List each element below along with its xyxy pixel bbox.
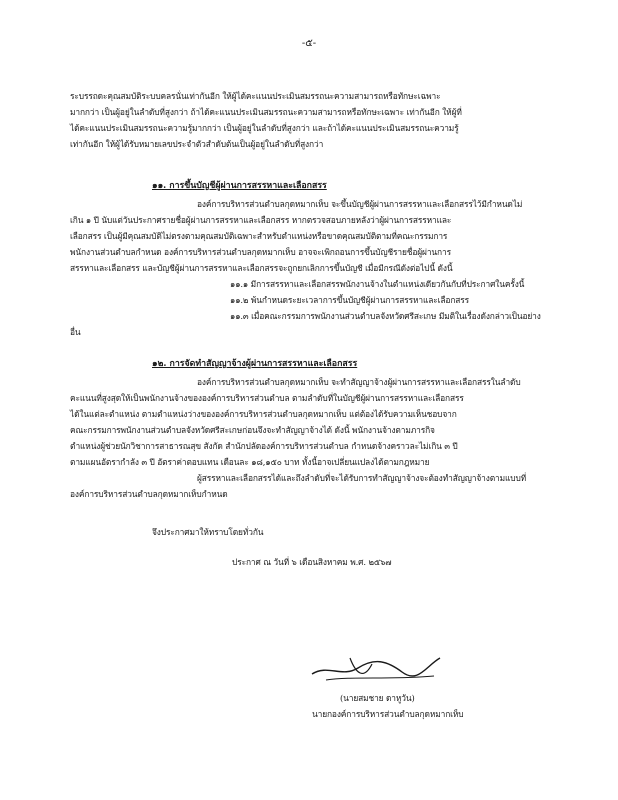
section-11-heading: ๑๑. การขึ้นบัญชีผู้ผ่านการสรรหาและเลือกสรร	[152, 181, 327, 191]
intro-line: มากกว่า เป็นผู้อยู่ในลำดับที่สูงกว่า ถ้าได้คะแนนประเมินสมรรถนะความสามารถหรือทักษะเฉพาะ เท่ากันอีก ให้ผู้ที่	[70, 107, 462, 117]
section-11-line: เลือกสรร เป็นผู้มีคุณสมบัติไม่ตรงตามคุณสมบัติเฉพาะสำหรับตำแหน่งหรือขาดคุณสมบัติตามที่คณะกรรมการ	[70, 231, 448, 241]
section-11-line: เกิน ๑ ปี นับแต่วันประกาศรายชื่อผู้ผ่านการสรรหาและเลือกสรร หากตรวจสอบภายหลังว่าผู้ผ่านการสรรหาและ	[70, 215, 452, 225]
date-line: ประกาศ ณ วันที่ ๖ เดือนสิงหาคม พ.ศ. ๒๕๖๗	[232, 557, 392, 567]
intro-line: ได้คะแนนประเมินสมรรถนะความรู้มากกว่า เป็นผู้อยู่ในลำดับที่สูงกว่า และถ้าได้คะแนนประเมินสมรรถนะความรู้	[70, 123, 459, 133]
section-12-line: ตำแหน่งผู้ช่วยนักวิชาการสาธารณสุข สังกัด สำนักปลัดองค์การบริหารส่วนตำบล กำหนดจ้างคราวละไม่เกิน ๓ ปี	[70, 441, 458, 451]
section-11-line: อื่น	[70, 327, 81, 337]
section-12-line: ได้ในแต่ละตำแหน่ง ตามตำแหน่งว่างขององค์การบริหารส่วนตำบลกุดหมากเห็บ แต่ต้องได้รับความเห็นชอบจาก	[70, 409, 457, 419]
intro-line: ระบรรถดะคุณสมบัติระบบคลรนั่นเท่ากันอีก ให้ผู้ได้คะแนนประเมินสมรรถนะความสามารถหรือทักษะเฉพาะ	[70, 91, 441, 101]
announcement-text: จึงประกาศมาให้ทราบโดยทั่วกัน	[152, 527, 264, 537]
page-number: -๕-	[301, 38, 317, 49]
section-12-heading: ๑๒. การจัดทำสัญญาจ้างผู้ผ่านการสรรหาและเลือกสรร	[152, 359, 358, 369]
section-11-subitem: ๑๑.๒ พ้นกำหนดระยะเวลาการขึ้นบัญชีผู้ผ่านการสรรหาและเลือกสรร	[230, 295, 470, 305]
section-11-line: องค์การบริหารส่วนตำบลกุดหมากเห็บ จะขึ้นบัญชีผู้ผ่านการสรรหาและเลือกสรรไว้มีกำหนดไม่	[197, 199, 523, 209]
section-11-line: พนักงานส่วนตำบลกำหนด องค์การบริหารส่วนตำบลกุดหมากเห็บ อาจจะเพิกถอนการขึ้นบัญชีรายชื่อผู้ผ่านการ	[70, 247, 451, 257]
signer-title: นายกองค์การบริหารส่วนตำบลกุดหมากเห็บ	[312, 709, 464, 719]
section-11-subitem: ๑๑.๑ มีการสรรหาและเลือกสรรพนักงานจ้างในตำแหน่งเดียวกันกับที่ประกาศในครั้งนี้	[230, 279, 525, 289]
section-11-subitem: ๑๑.๓ เมื่อคณะกรรมการพนักงานส่วนตำบลจังหวัดศรีสะเกษ มีมติในเรื่องดังกล่าวเป็นอย่าง	[230, 311, 541, 321]
section-12-line: คณะกรรมการพนักงานส่วนตำบลจังหวัดศรีสะเกษก่อนจึงจะทำสัญญาจ้างได้ ดังนี้ พนักงานจ้างตามภารกิจ	[70, 425, 435, 435]
section-12-line: ตามแผนอัตรากำลัง ๓ ปี อัตราค่าตอบแทน เดือนละ ๑๘,๑๕๐ บาท ทั้งนี้อาจเปลี่ยนแปลงได้ตามกฎหมาย	[70, 457, 430, 467]
section-11-line: สรรหาและเลือกสรร และบัญชีผู้ผ่านการสรรหาและเลือกสรรจะถูกยกเลิกการขึ้นบัญชี เมื่อมีกรณีดังต่อไปนี้ ดังนี้	[70, 263, 453, 273]
section-12-line: คะแนนที่สูงสุดให้เป็นพนักงานจ้างขององค์การบริหารส่วนตำบล ตามลำดับที่ในบัญชีผู้ผ่านการสรรหาและเลือกสรร	[70, 393, 464, 403]
section-12-line: องค์การบริหารส่วนตำบลกุดหมากเห็บกำหนด	[70, 489, 228, 499]
handwritten-signature	[306, 644, 446, 688]
signer-name: (นายสมชาย ดาหูวัน)	[340, 693, 415, 703]
intro-line: เท่ากันอีก ให้ผู้ได้รับหมายเลขประจำตัวสำดับต้นเป็นผู้อยู่ในลำดับที่สูงกว่า	[70, 139, 324, 149]
section-12-line: องค์การบริหารส่วนตำบลกุดหมากเห็บ จะทำสัญญาจ้างผู้ผ่านการสรรหาและเลือกสรรในลำดับ	[197, 377, 521, 387]
section-12-line: ผู้สรรหาและเลือกสรรได้และถึงลำดับที่จะได้รับการทำสัญญาจ้างจะต้องทำสัญญาจ้างตามแบบที่	[197, 473, 527, 483]
